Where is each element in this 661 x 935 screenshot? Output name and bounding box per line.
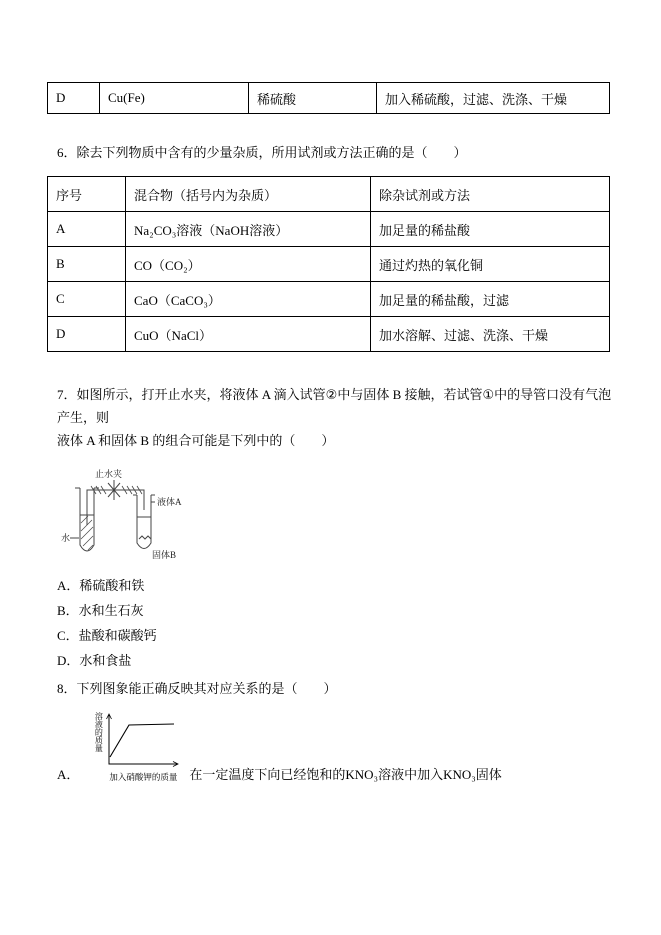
q7-option-c: C．盐酸和碳酸钙	[57, 628, 157, 643]
table-row	[48, 282, 610, 317]
q8-graph-ylabel: 溶液的质量	[94, 712, 104, 752]
table-header-cell: 序号	[48, 177, 126, 212]
table-cell: D	[48, 83, 100, 114]
table-header-cell: 混合物（括号内为杂质）	[126, 177, 371, 212]
table-cell: 稀硫酸	[249, 83, 377, 114]
q7-options	[47, 577, 614, 669]
table-cell: CuO（NaCl）	[126, 317, 371, 352]
question-8-text: 8．下列图象能正确反映其对应关系的是（ ）	[57, 681, 337, 696]
table-cell: 加足量的稀盐酸，过滤	[371, 282, 610, 317]
table-row	[48, 317, 610, 352]
water-label: 水	[61, 533, 71, 543]
q7-apparatus-figure	[59, 465, 614, 569]
question-6-text: 6．除去下列物质中含有的少量杂质，所用试剂或方法正确的是（ ）	[57, 145, 467, 160]
table-cell: CO（CO₂）	[126, 247, 371, 282]
apparatus-diagram	[59, 465, 219, 565]
q7-option-d: D．水和食盐	[57, 653, 132, 668]
question-7-line1: 7．如图所示，打开止水夹，将液体 A 滴入试管②中与固体 B 接触，若试管①中的导管口没有气泡产生，则	[57, 387, 612, 425]
question-7-text	[57, 383, 614, 452]
table-header-row	[48, 177, 610, 212]
liquid-a-label: 液体A	[157, 497, 182, 507]
clamp-label: 止水夹	[95, 469, 123, 479]
table-cell: Na₂CO₃溶液（NaOH溶液）	[126, 212, 371, 247]
table-cell: D	[48, 317, 126, 352]
q8-graph	[93, 710, 183, 783]
table-cell: 加足量的稀盐酸	[371, 212, 610, 247]
q8-option-a-label: A．	[57, 767, 80, 782]
q7-option-a: A．稀硫酸和铁	[57, 578, 145, 593]
q5-table-continuation	[47, 82, 610, 114]
table-header-cell: 除杂试剂或方法	[371, 177, 610, 212]
q8-graph-plot	[103, 710, 183, 772]
q8-graph-xlabel: 加入硝酸钾的质量	[109, 772, 178, 782]
table-cell: A	[48, 212, 126, 247]
solid-b-label: 固体B	[152, 550, 177, 560]
table-cell: 通过灼热的氧化铜	[371, 247, 610, 282]
table-cell: C	[48, 282, 126, 317]
q8-option-a-row	[57, 710, 614, 783]
table-row	[48, 83, 610, 114]
solid-b-shape	[139, 536, 151, 539]
table-cell: CaO（CaCO₃）	[126, 282, 371, 317]
table-row	[48, 247, 610, 282]
q6-table	[47, 176, 610, 352]
table-cell: 加水溶解、过滤、洗涤、干燥	[371, 317, 610, 352]
graph-curve	[110, 724, 174, 757]
table-cell: Cu(Fe)	[100, 83, 249, 114]
table-cell: 加入稀硫酸，过滤、洗涤、干燥	[377, 83, 610, 114]
graph-axes	[109, 715, 178, 764]
q8-option-a-caption: 在一定温度下向已经饱和的KNO₃溶液中加入KNO₃固体	[189, 767, 502, 782]
question-7-line2: 液体 A 和固体 B 的组合可能是下列中的（ ）	[57, 433, 335, 448]
table-row	[48, 212, 610, 247]
q7-option-b: B．水和生石灰	[57, 603, 144, 618]
table-cell: B	[48, 247, 126, 282]
